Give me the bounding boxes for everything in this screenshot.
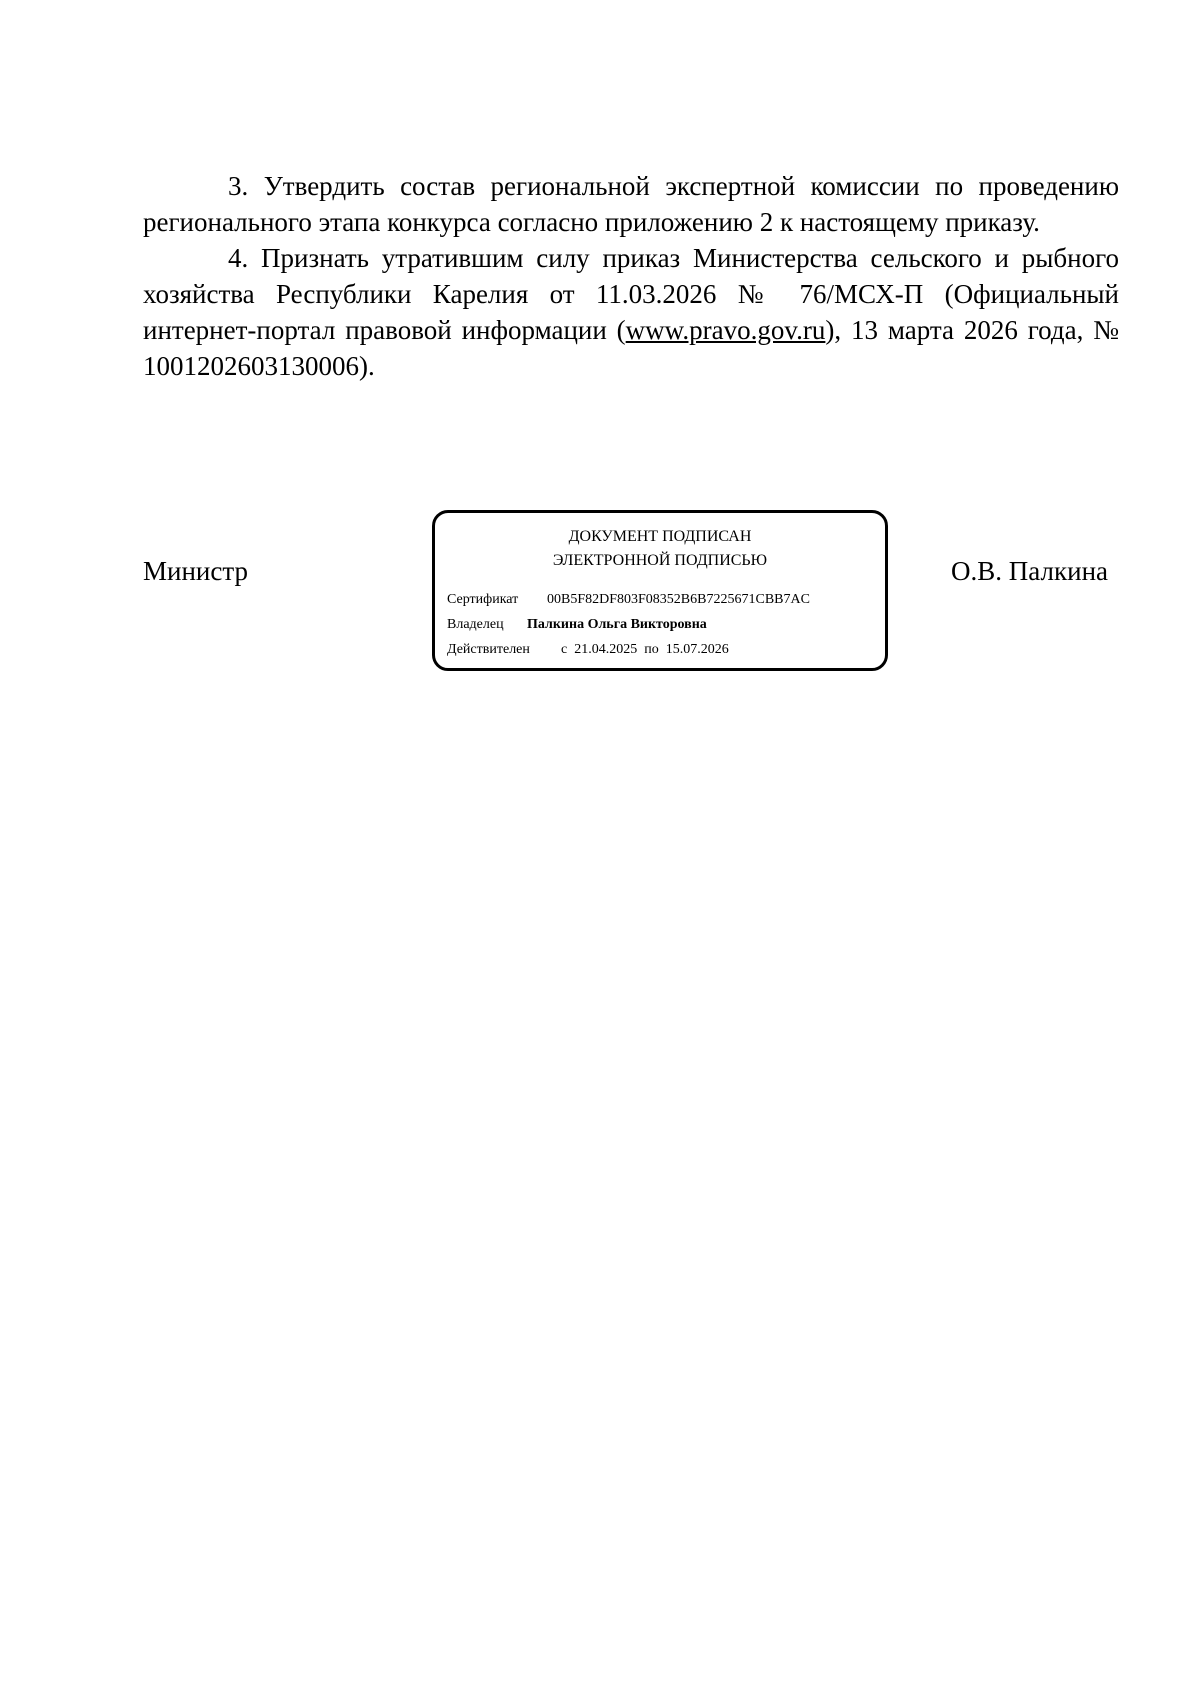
stamp-heading-line-1: ДОКУМЕНТ ПОДПИСАН [568,528,752,545]
electronic-signature-stamp [432,510,888,671]
stamp-heading [435,525,885,573]
certificate-value: 00B5F82DF803F08352B6B7225671CBB7AC [547,592,810,607]
valid-to-date: 15.07.2026 [665,642,729,657]
paragraph-3-text: 3. Утвердить состав региональной экспертной комиссии по проведению регионального этапа конкурса согласно приложению 2 к настоящему приказу. [143,171,1119,237]
paragraph-3 [143,168,1119,240]
signatory-role: Министр [143,556,248,586]
certificate-label: Сертификат [447,592,519,607]
stamp-validity-row [447,641,875,659]
paragraph-4 [143,240,1119,384]
valid-from-prefix: с [561,642,568,657]
document-body [143,168,1119,384]
owner-label: Владелец [447,617,504,632]
stamp-heading-line-2: ЭЛЕКТРОННОЙ ПОДПИСЬЮ [552,552,768,569]
stamp-owner-row [447,616,875,634]
valid-to-prefix: по [644,642,659,657]
owner-value: Палкина Ольга Викторовна [527,617,707,632]
paragraph-4-text-start: 4. Признать утратившим силу приказ Министерства сельского и рыбного хозяйства Республики Карелия от 11.03.2026 № 76/МСХ-П (Официальный интернет-портал правовой информации ( [143,243,1119,345]
validity-label: Действителен [447,642,530,657]
pravo-gov-link[interactable]: www.pravo.gov.ru [625,315,826,345]
paragraph-4-text-end: ), 13 марта 2026 года, № 1001202603130006). [143,315,1119,381]
stamp-certificate-row [447,591,875,609]
signatory-name: О.В. Палкина [951,556,1108,586]
valid-from-date: 21.04.2025 [574,642,638,657]
